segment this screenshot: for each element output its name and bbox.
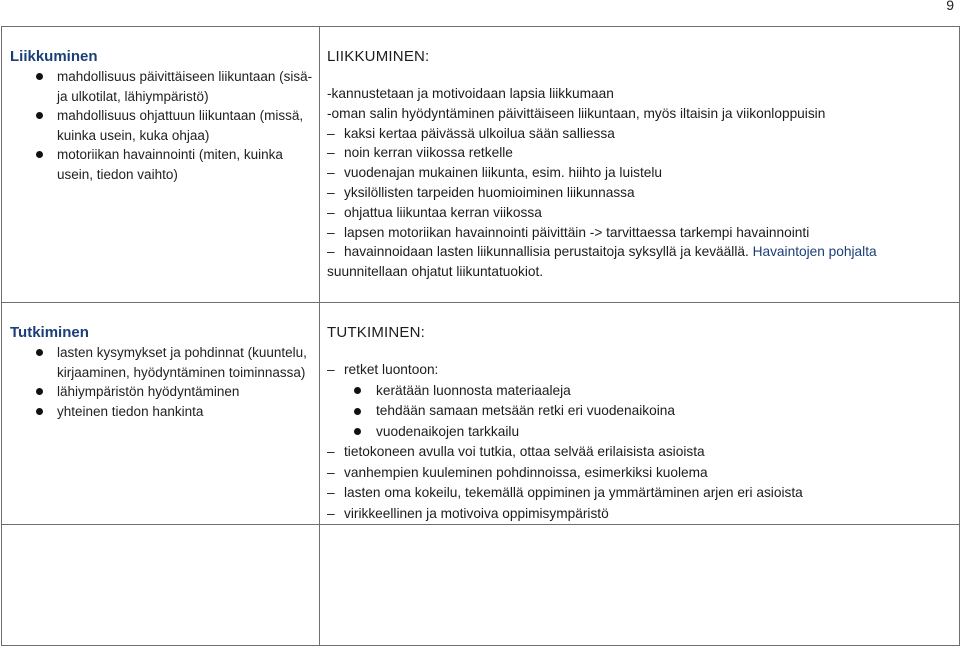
- plan-dash-item: – lapsen motoriikan havainnointi päivittäin -> tarvittaessa tarkempi havainnointi: [327, 224, 810, 240]
- cell-tutkiminen-plan: [320, 303, 960, 525]
- section-title-liikkuminen: Liikkuminen: [10, 48, 98, 65]
- list-item: vuodenaikojen tarkkailu: [327, 422, 953, 443]
- bullet-icon: [354, 387, 361, 394]
- plan-dash-item-last: – havainnoidaan lasten liikunnallisia perustaitoja syksyllä ja keväällä. Havaintojen pohjalta suunnitellaan ohjatut liikuntatuokiot.: [327, 244, 877, 280]
- cell-liikkuminen-criteria: [2, 27, 320, 303]
- bullet-icon: [36, 73, 43, 80]
- list-item: motoriikan havainnointi (miten, kuinka usein, tiedon vaihto): [10, 145, 313, 184]
- list-item: yhteinen tiedon hankinta: [10, 402, 313, 422]
- plan-dash-item: – virikkeellinen ja motivoiva oppimisympäristö: [327, 505, 609, 521]
- list-item: lähiympäristön hyödyntäminen: [10, 382, 313, 402]
- bullet-icon: [36, 112, 43, 119]
- plan-heading-tutkiminen: TUTKIMINEN:: [327, 324, 426, 341]
- bullet-icon: [354, 428, 361, 435]
- table-row-empty: [2, 525, 960, 646]
- bullet-icon: [36, 408, 43, 415]
- list-item: tehdään samaan metsään retki eri vuodenaikoina: [327, 401, 953, 422]
- plan-dash-item: – retket luontoon:: [327, 362, 439, 377]
- section-title-tutkiminen: Tutkiminen: [10, 324, 89, 341]
- plan-sub-list: [327, 381, 953, 443]
- plan-line: -kannustetaan ja motivoidaan lapsia liikkumaan: [327, 86, 614, 101]
- cell-liikkuminen-plan: [320, 27, 960, 303]
- criteria-list-liikkuminen: [10, 67, 313, 185]
- cell-empty-left: [2, 525, 320, 646]
- cell-tutkiminen-criteria: [2, 303, 320, 525]
- list-item: mahdollisuus ohjattuun liikuntaan (missä, kuinka usein, kuka ohjaa): [10, 106, 313, 145]
- list-item: kerätään luonnosta materiaaleja: [327, 381, 953, 402]
- plan-dash-item: – kaksi kertaa päivässä ulkoilua sään salliessa: [327, 125, 615, 141]
- plan-dash-item: – vuodenajan mukainen liikunta, esim. hiihto ja luistelu: [327, 165, 663, 181]
- page-number: 9: [946, 0, 954, 13]
- list-item: mahdollisuus päivittäiseen liikuntaan (sisä- ja ulkotilat, lähiympäristö): [10, 67, 313, 106]
- criteria-list-tutkiminen: [10, 343, 313, 421]
- bullet-icon: [36, 388, 43, 395]
- bullet-icon: [36, 349, 43, 356]
- plan-dash-item: – tietokoneen avulla voi tutkia, ottaa selvää erilaisista asioista: [327, 444, 705, 459]
- plan-dash-item: – ohjattua liikuntaa kerran viikossa: [327, 204, 542, 220]
- activity-table: [1, 26, 960, 646]
- table-row-tutkiminen: [2, 303, 960, 525]
- cell-empty-right: [320, 525, 960, 646]
- bullet-icon: [36, 151, 43, 158]
- plan-dash-item: – yksilöllisten tarpeiden huomioiminen liikunnassa: [327, 184, 635, 200]
- plan-dash-item: – noin kerran viikossa retkelle: [327, 145, 513, 161]
- plan-dash-item: – vanhempien kuuleminen pohdinnoissa, esimerkiksi kuolema: [327, 464, 708, 480]
- plan-line: -oman salin hyödyntäminen päivittäiseen liikuntaan, myös iltaisin ja viikonloppuisin: [327, 105, 826, 121]
- table-row-liikkuminen: [2, 27, 960, 303]
- list-item: lasten kysymykset ja pohdinnat (kuuntelu, kirjaaminen, hyödyntäminen toiminnassa): [10, 343, 313, 382]
- bullet-icon: [354, 408, 361, 415]
- plan-dash-item: – lasten oma kokeilu, tekemällä oppiminen ja ymmärtäminen arjen eri asioista: [327, 485, 803, 500]
- plan-heading-liikkuminen: LIIKKUMINEN:: [327, 48, 430, 65]
